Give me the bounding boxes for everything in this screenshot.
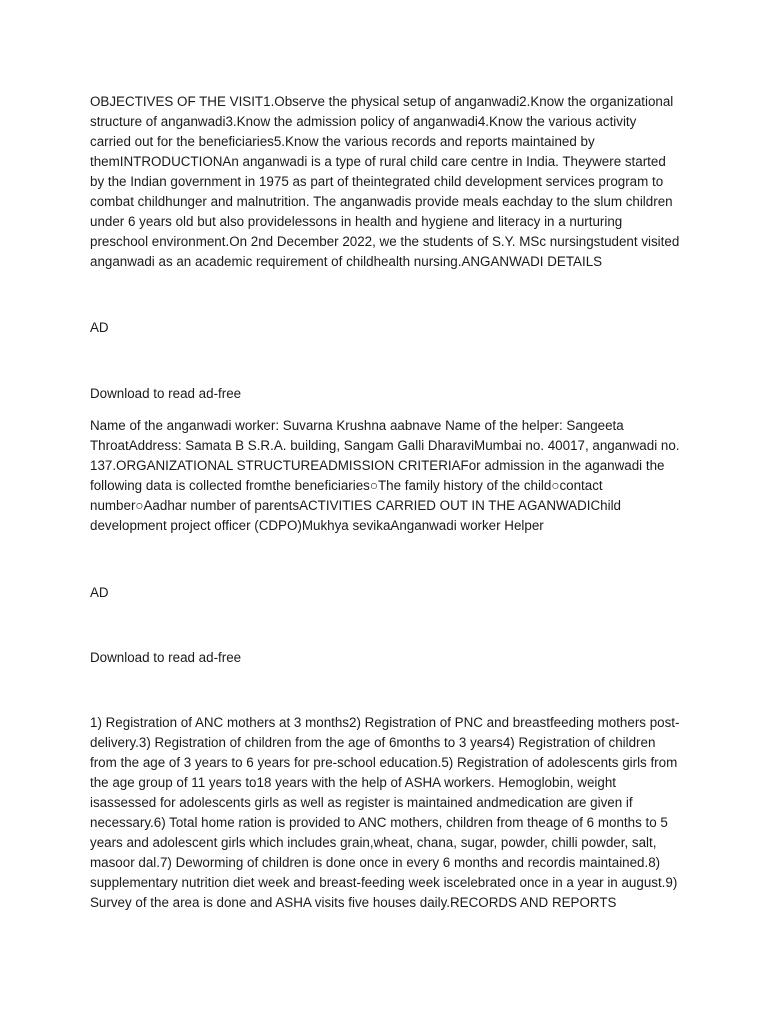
objectives-introduction-paragraph: OBJECTIVES OF THE VISIT1.Observe the physical setup of anganwadi2.Know the organizational structure of anganwadi3.Know the admission policy of anganwadi4.Know the various activity carried out for the beneficiaries5.Know the various records and reports maintained by themINTRODUCTIONAn anganwadi is a type of rural child care centre in India. Theywere started by the Indian government in 1975 as part of theintegrated child development services program to combat childhunger and malnutrition. The anganwadis provide meals eachday to the slum children under 6 years old but also providelessons in health and hygiene and literacy in a nurturing preschool environment.On 2nd December 2022, we the students of S.Y. MSc nursingstudent visited anganwadi as an academic requirement of childhealth nursing.ANGANWADI DETAILS	[90, 94, 680, 269]
activities-paragraph: 1) Registration of ANC mothers at 3 months2) Registration of PNC and breastfeeding mothers post-delivery.3) Registration of children from the age of 6months to 3 years4) Registration of children from the age of 3 years to 6 years for pre-school education.5) Registration of adolescents girls from the age group of 11 years to18 years with the help of ASHA workers. Hemoglobin, weight isassessed for adolescents girls as well as register is maintained andmedication are given if necessary.6) Total home ration is provided to ANC mothers, children from theage of 6 months to 5 years and adolescent girls which includes grain,wheat, chana, sugar, powder, chilli powder, salt, masoor dal.7) Deworming of children is done once in every 6 months and recordis maintained.8) supplementary nutrition diet week and breast-feeding week iscelebrated once in a year in august.9) Survey of the area is done and ASHA visits five houses daily.RECORDS AND REPORTS	[90, 715, 680, 910]
download-ad-free-link[interactable]: Download to read ad-free	[90, 650, 242, 665]
ad-label: AD	[90, 320, 109, 335]
download-ad-free-link[interactable]: Download to read ad-free	[90, 386, 242, 401]
ad-label: AD	[90, 585, 109, 600]
anganwadi-details-paragraph: Name of the anganwadi worker: Suvarna Krushna aabnave Name of the helper: Sangeeta ThroatAddress: Samata B S.R.A. building, Sangam Galli DharaviMumbai no. 40017, anganwadi no. 137.ORGANIZATIONAL STRUCTUREADMISSION CRITERIAFor admission in the aganwadi the following data is collected fromthe beneficiaries○The family history of the child○contact number○Aadhar number of parentsACTIVITIES CARRIED OUT IN THE AGANWADIChild development project officer (CDPO)Mukhya sevikaAnganwadi worker Helper	[90, 418, 680, 533]
